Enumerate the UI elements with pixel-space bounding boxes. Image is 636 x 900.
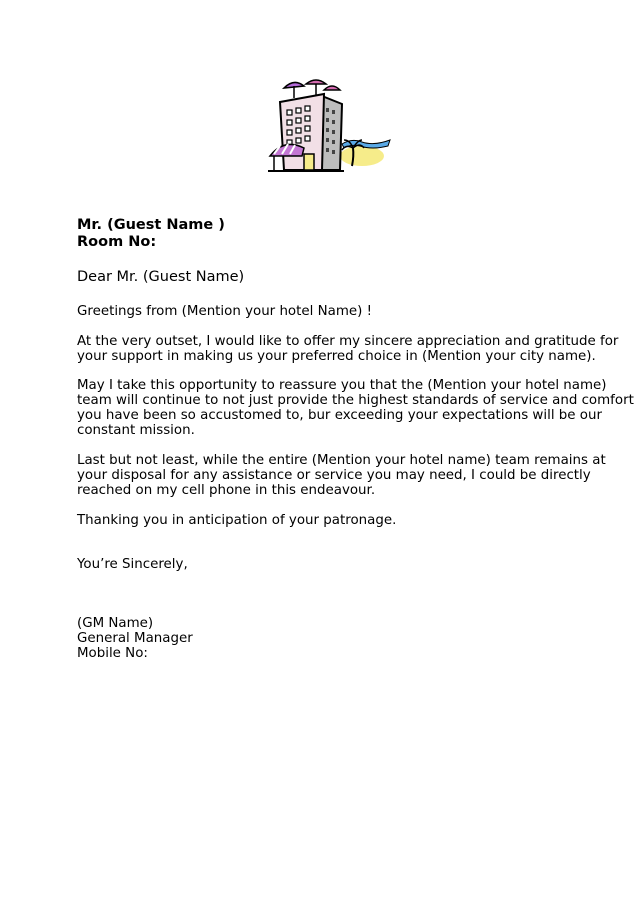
- signature-mobile: Mobile No:: [77, 646, 148, 661]
- signature-name: (GM Name): [77, 616, 154, 631]
- paragraph-line: you have been so accustomed to, bur exceeding your expectations will be our: [77, 408, 602, 423]
- closing: You’re Sincerely,: [77, 557, 188, 572]
- paragraph-line: team will continue to not just provide the highest standards of service and comfort: [77, 393, 634, 408]
- salutation: Dear Mr. (Guest Name): [77, 269, 245, 285]
- paragraph-line: your support in making us your preferred choice in (Mention your city name).: [77, 349, 596, 364]
- paragraph-line: At the very outset, I would like to offer my sincere appreciation and gratitude for: [77, 334, 619, 349]
- greeting-line: Greetings from (Mention your hotel Name) !: [77, 304, 372, 319]
- paragraph-line: May I take this opportunity to reassure you that the (Mention your hotel name): [77, 378, 607, 393]
- recipient-name: Mr. (Guest Name ): [77, 217, 225, 233]
- thanks-line: Thanking you in anticipation of your patronage.: [77, 513, 397, 528]
- hotel-building-icon: [264, 74, 396, 178]
- signature-title: General Manager: [77, 631, 193, 646]
- paragraph-line: your disposal for any assistance or service you may need, I could be directly: [77, 468, 591, 483]
- paragraph-line: constant mission.: [77, 423, 195, 438]
- paragraph-line: Last but not least, while the entire (Mention your hotel name) team remains at: [77, 453, 606, 468]
- room-number: Room No:: [77, 234, 157, 250]
- paragraph-line: reached on my cell phone in this endeavour.: [77, 483, 376, 498]
